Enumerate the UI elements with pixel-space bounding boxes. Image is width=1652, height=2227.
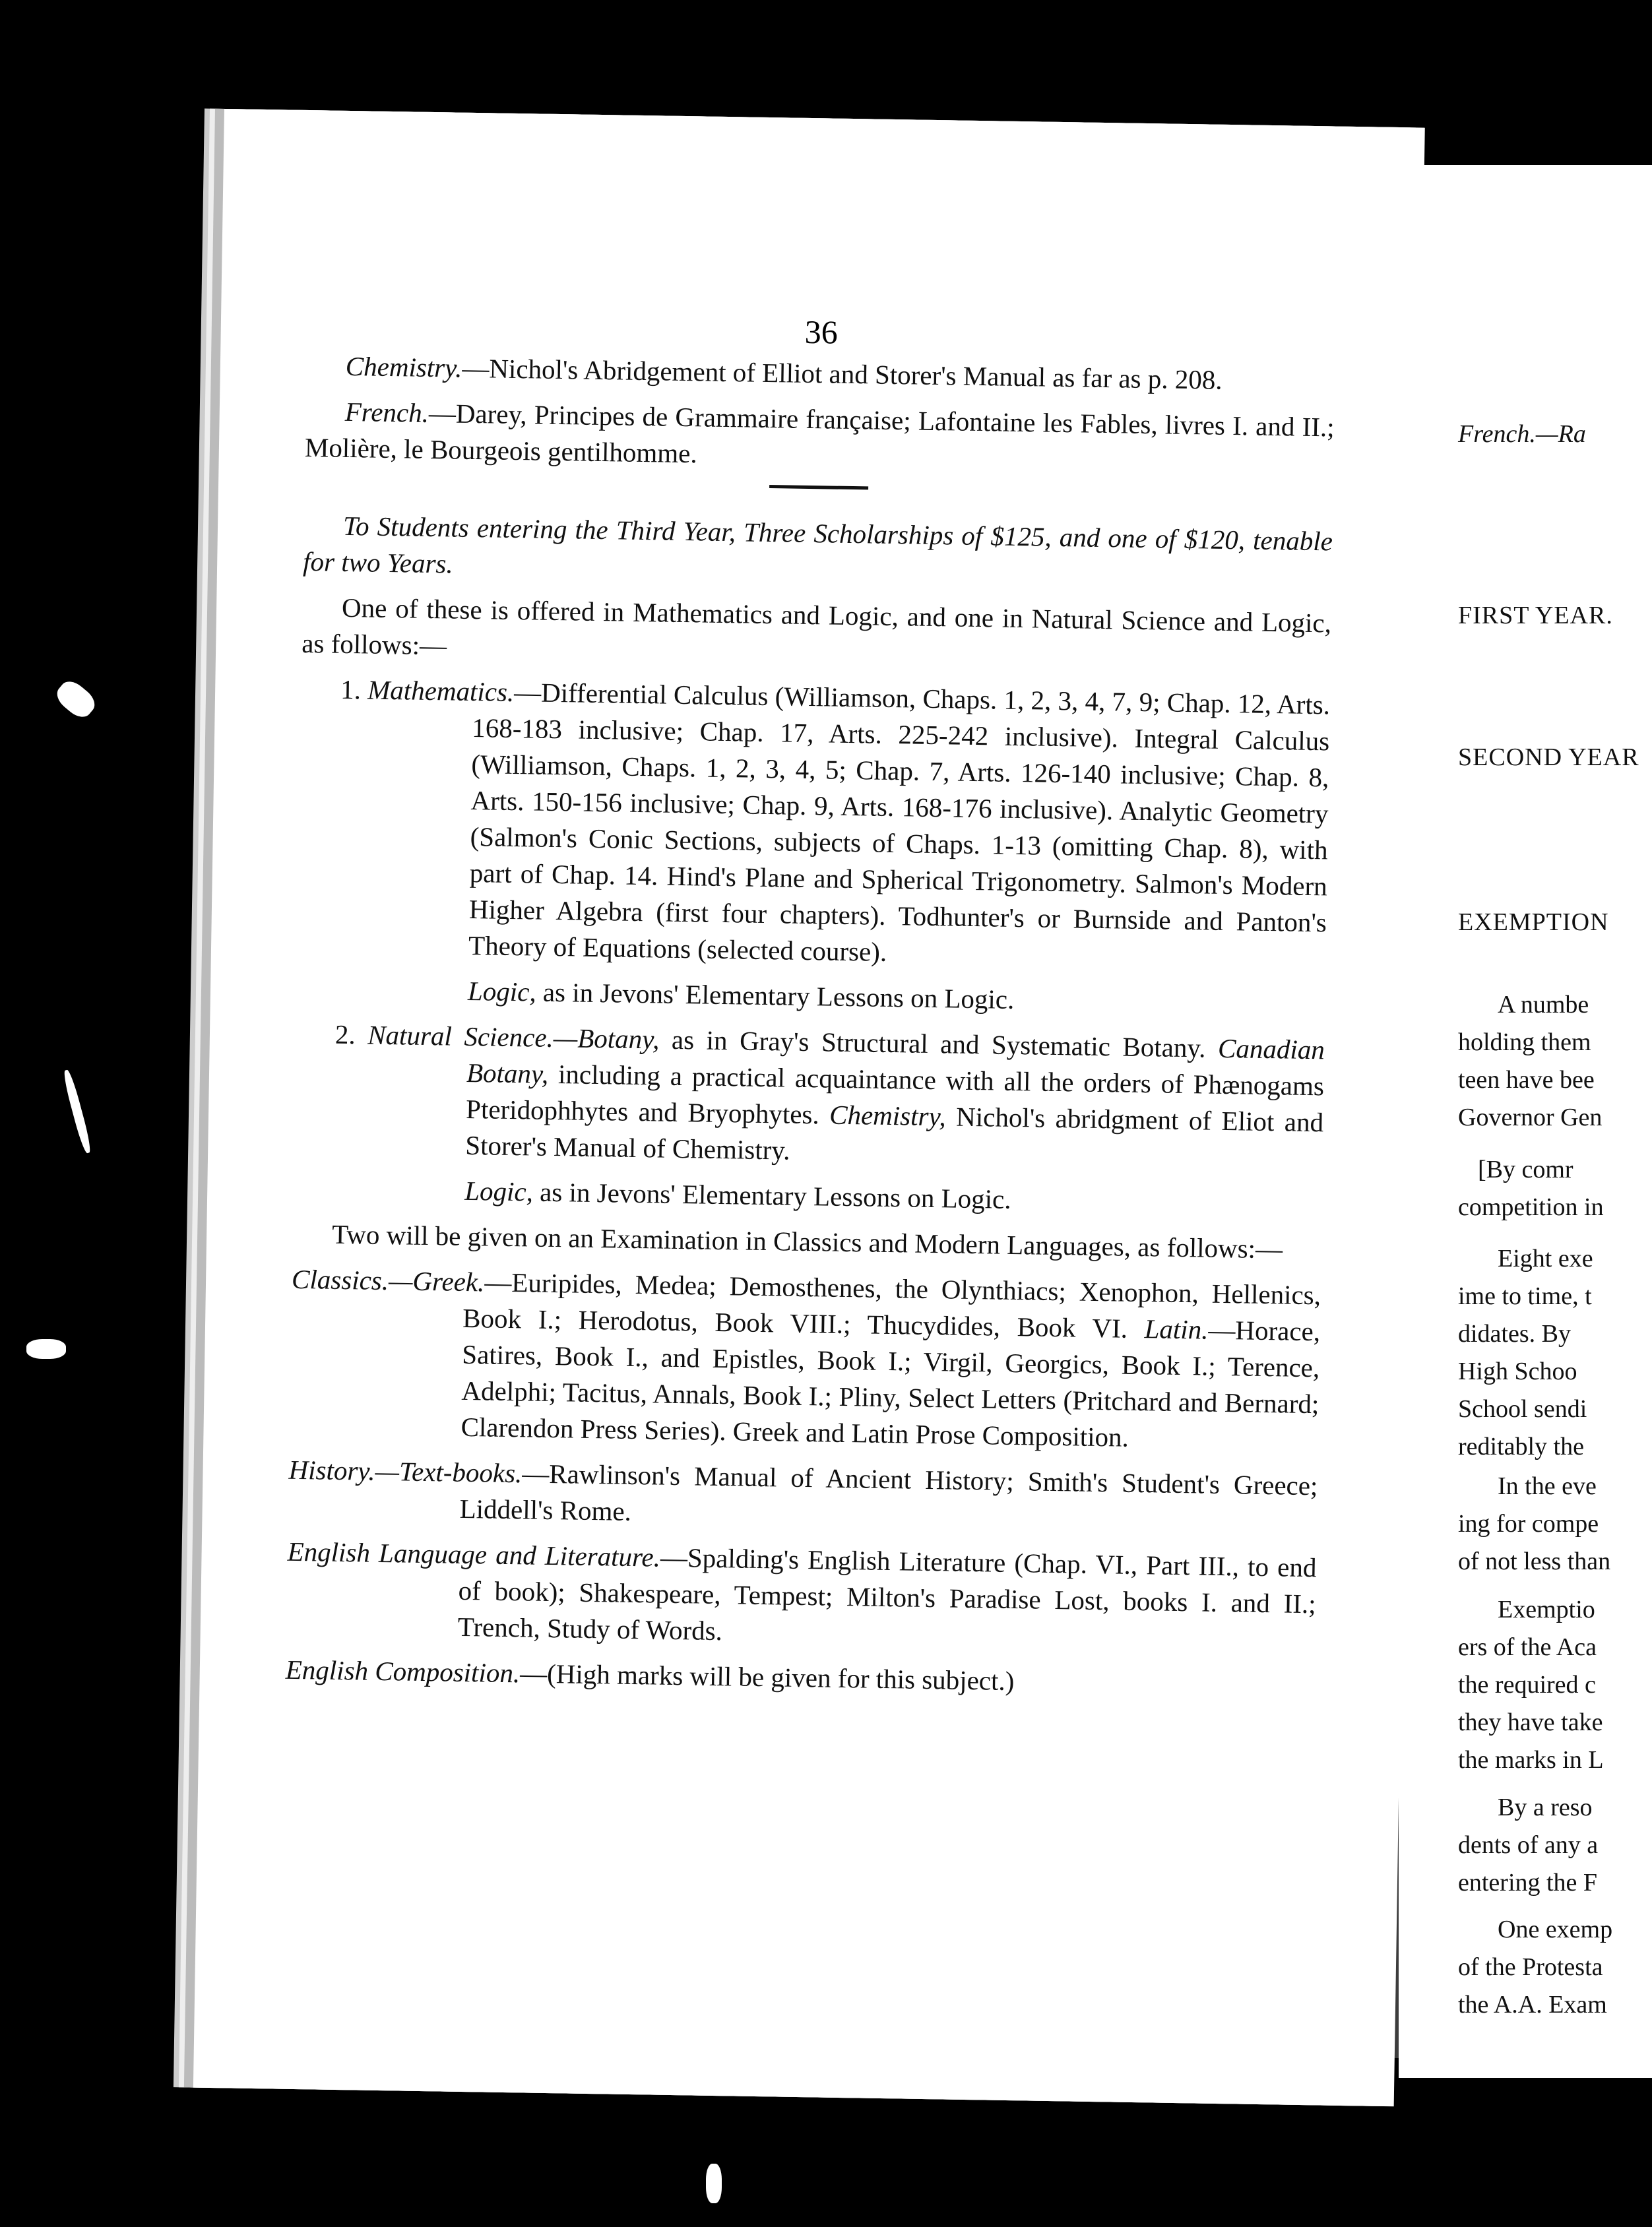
french-label: French. (344, 396, 429, 428)
scan-speck (61, 1069, 92, 1154)
chemistry-label: Chemistry. (345, 350, 462, 383)
natural-science-item (294, 1016, 1325, 1177)
rp-line: EXEMPTION (1458, 908, 1609, 936)
rp-line: FIRST YEAR. (1458, 602, 1613, 629)
rp-line: ers of the Aca (1458, 1633, 1597, 1661)
rp-line: teen have bee (1458, 1066, 1595, 1094)
classics-text-2: —Horace, Satires, Book I., and Epistles, Book I.; Virgil, Georgics, Book I.; Terence, Adelphi; Tacitus, Annals, Book I.; Pliny, Select Letters (Pritchard and Bernard; Clarendon Press Series). Greek and Latin Prose Composition. (461, 1314, 1321, 1453)
rp-line: School sendi (1458, 1395, 1587, 1423)
rp-line: the marks in L (1458, 1746, 1604, 1774)
ns-chemistry-label: Chemistry, (829, 1099, 947, 1132)
logic-text: as in Jevons' Elementary Lessons on Logic. (532, 1176, 1011, 1214)
classics-item (289, 1261, 1321, 1459)
rp-line: the A.A. Exam (1458, 1991, 1607, 2019)
rp-line: of the Protesta (1458, 1953, 1603, 1981)
rp-line: the required c (1458, 1671, 1596, 1699)
rp-line: Eight exe (1498, 1245, 1593, 1272)
page-body (285, 348, 1335, 1713)
ns-text-3: Nichol's abridgment of Eliot and Storer's Manual of Chemistry. (465, 1101, 1324, 1166)
rp-line: ime to time, t (1458, 1282, 1592, 1310)
rp-line: they have take (1458, 1709, 1603, 1736)
rp-line: holding them (1458, 1028, 1591, 1056)
history-item (288, 1452, 1318, 1540)
left-page (193, 109, 1425, 2106)
composition-label: English Composition. (285, 1654, 521, 1689)
english-item (286, 1534, 1316, 1658)
ns-label: Natural Science.—Botany, (367, 1019, 660, 1055)
rp-line: Governor Gen (1458, 1104, 1603, 1131)
ns-number: 2. (334, 1019, 356, 1050)
rp-line: of not less than (1458, 1548, 1611, 1575)
rp-line: By a reso (1498, 1794, 1593, 1821)
classics-label: Classics.—Greek. (291, 1263, 485, 1298)
logic-label: Logic, (467, 975, 537, 1007)
rp-line: High Schoo (1458, 1358, 1577, 1385)
rp-line: entering the F (1458, 1869, 1598, 1897)
logic-item-2 (293, 1170, 1323, 1222)
french-text: —Darey, Principes de Grammaire française; Lafontaine les Fables, livres I. and II.; Molière, le Bourgeois gentilhomme. (304, 397, 1335, 469)
chemistry-text: —Nichol's Abridgement of Elliot and Storer's Manual as far as p. 208. (462, 352, 1223, 395)
scan-speck (706, 2164, 722, 2203)
rp-line: ing for compe (1458, 1510, 1599, 1538)
rp-line: A numbe (1498, 991, 1589, 1019)
scan-speck (26, 1339, 66, 1359)
rp-line: competition in (1458, 1193, 1604, 1221)
rp-line: French.—Ra (1458, 420, 1586, 448)
history-text: —Rawlinson's Manual of Ancient History; Smith's Student's Greece; Liddell's Rome. (459, 1458, 1318, 1526)
french-paragraph (305, 393, 1335, 482)
logic-item-1 (296, 970, 1326, 1022)
history-label: History.—Text-books. (288, 1454, 523, 1489)
latin-label: Latin. (1144, 1313, 1209, 1345)
math-label: Mathematics. (367, 674, 515, 708)
ns-text-1: as in Gray's Structural and Systematic Botany. (659, 1024, 1206, 1063)
english-label: English Language and Literature. (287, 1536, 661, 1573)
english-text: —Spalding's English Literature (Chap. VI., Part III., to end of book); Shakespeare, Tempest; Milton's Paradise Lost, books I. and II.; Trench, Study of Words. (457, 1542, 1317, 1647)
rp-line: In the eve (1498, 1472, 1597, 1500)
right-page (1399, 165, 1652, 2078)
math-number: 1. (340, 674, 362, 705)
rp-line: dents of any a (1458, 1831, 1599, 1859)
rp-line: SECOND YEAR (1458, 743, 1639, 771)
mathematics-item (297, 671, 1331, 977)
composition-item (285, 1652, 1315, 1704)
rp-line: didates. By (1458, 1320, 1571, 1348)
rp-line: One exemp (1498, 1916, 1613, 1943)
scan-speck (52, 676, 100, 722)
rp-line: Exemptio (1498, 1596, 1595, 1623)
math-text: —Differential Calculus (Williamson, Chaps. 1, 2, 3, 4, 7, 9; Chap. 12, Arts. 168-183 inclusive; Chap. 17, Arts. 225-242 inclusive). Integral Calculus (Williamson, Chaps. 1, 2, 3, 4, 5; Chap. 7, Arts. 126-140 inclusive; Chap. 8, Arts. 150-156 inclusive; Chap. 9, Arts. 168-176 inclusive). Analytic Geometry (Salmon's Conic Sections, subjects of Chaps. 1-13 (omitting Chap. 8), with part of Chap. 14. Hind's Plane and Spherical Trigonometry. Salmon's Modern Higher Algebra (first four chapters). Todhunter's or Burnside and Panton's Theory of Equations (selected course). (468, 677, 1331, 967)
intro-paragraph: One of these is offered in Mathematics and Logic, and one in Natural Science and Logic, as follows:— (301, 592, 1332, 661)
section-divider (769, 485, 868, 489)
logic-label: Logic, (464, 1175, 534, 1207)
rp-line: [By comr (1478, 1156, 1573, 1183)
rp-line: reditably the (1458, 1433, 1584, 1460)
ns-text-2: including a practical acquaintance with all the orders of Phænogams Pteridophhytes and Bryophytes. (465, 1058, 1325, 1130)
composition-text: —(High marks will be given for this subject.) (519, 1658, 1015, 1697)
scholarship-heading: To Students entering the Third Year, Three Scholarships of $125, and one of $120, tenable for two Years. (302, 510, 1333, 579)
classics-text-1: —Euripides, Medea; Demosthenes, the Olynthiacs; Xenophon, Hellenics, Book I.; Herodotus, Book VIII.; Thucydides, Book VI. (462, 1267, 1321, 1344)
two-given-paragraph: Two will be given on an Examination in Classics and Modern Languages, as follows:— (331, 1218, 1283, 1265)
page-number: 36 (804, 313, 839, 351)
canadian-botany-label: Canadian Botany, (466, 1032, 1325, 1089)
logic-text: as in Jevons' Elementary Lessons on Logic. (536, 976, 1015, 1015)
